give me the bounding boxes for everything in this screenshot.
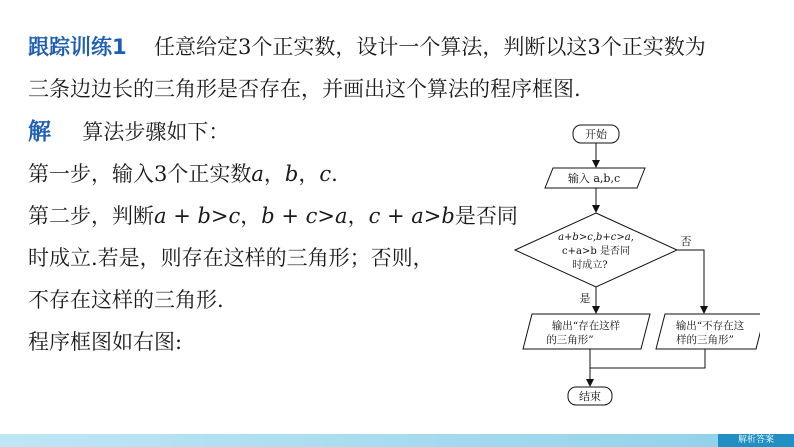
cond-3: c + a>b — [368, 204, 455, 228]
problem-text-2: 三条边边长的三角形是否存在，并画出这个算法的程序框图. — [28, 77, 581, 101]
output-yes-label-2: 的三角形” — [546, 334, 594, 346]
practice-badge: 跟踪训练1 — [28, 35, 127, 59]
solution-heading — [28, 118, 229, 146]
step2-prefix: 第二步，判断 — [28, 204, 154, 228]
decision-label-3: 时成立? — [572, 260, 608, 271]
output-no-label-2: 样的三角形” — [676, 334, 734, 346]
line-no-merge — [590, 349, 705, 368]
step2-text-3: 不存在这样的三角形. — [28, 288, 224, 312]
cond-2: b + c>a — [261, 204, 348, 228]
problem-text-1: 任意给定3个正实数，设计一个算法，判断以这3个正实数为 — [154, 35, 706, 59]
start-label: 开始 — [585, 128, 607, 141]
var-c: c — [319, 162, 332, 186]
arrow-no-branch — [677, 250, 704, 313]
no-label: 否 — [680, 235, 692, 248]
step2-text-2: 时成立.若是，则存在这样的三角形；否则， — [28, 246, 434, 270]
output-no-label-1: 输出“不存在这 — [675, 320, 745, 332]
decision-label-2: c+a>b 是否同 — [562, 246, 630, 257]
solution-label: 解 — [28, 119, 51, 145]
decision-label-1: a+b>c,b+c>a, — [558, 232, 634, 243]
step-1: 第一步，输入3个正实数a，b，c. — [28, 162, 338, 186]
step-2-line-3 — [28, 286, 224, 314]
step2-suffix: 是否同 — [454, 204, 518, 228]
var-a: a — [251, 162, 264, 186]
footer-bar — [0, 434, 794, 447]
problem-line-2 — [28, 75, 581, 103]
end-label: 结束 — [579, 390, 601, 403]
problem-line-1 — [28, 33, 706, 61]
step-2: 第二步，判断a + b>c，b + c>a，c + a>b是否同 — [28, 204, 518, 228]
output-yes-label-1: 输出“存在这样 — [551, 320, 621, 332]
flowchart — [500, 118, 760, 418]
var-b: b — [284, 162, 299, 186]
show-answer-button[interactable]: 解析答案 — [718, 434, 794, 447]
input-label: 输入 a,b,c — [567, 172, 621, 185]
yes-label: 是 — [579, 292, 591, 305]
step1-prefix: 第一步，输入3个正实数 — [28, 162, 252, 186]
closing-line — [28, 328, 182, 356]
cond-1: a + b>c — [154, 204, 241, 228]
solution-intro: 算法步骤如下： — [82, 120, 230, 144]
step-2-line-2 — [28, 244, 434, 272]
closing-text: 程序框图如右图: — [28, 330, 183, 354]
